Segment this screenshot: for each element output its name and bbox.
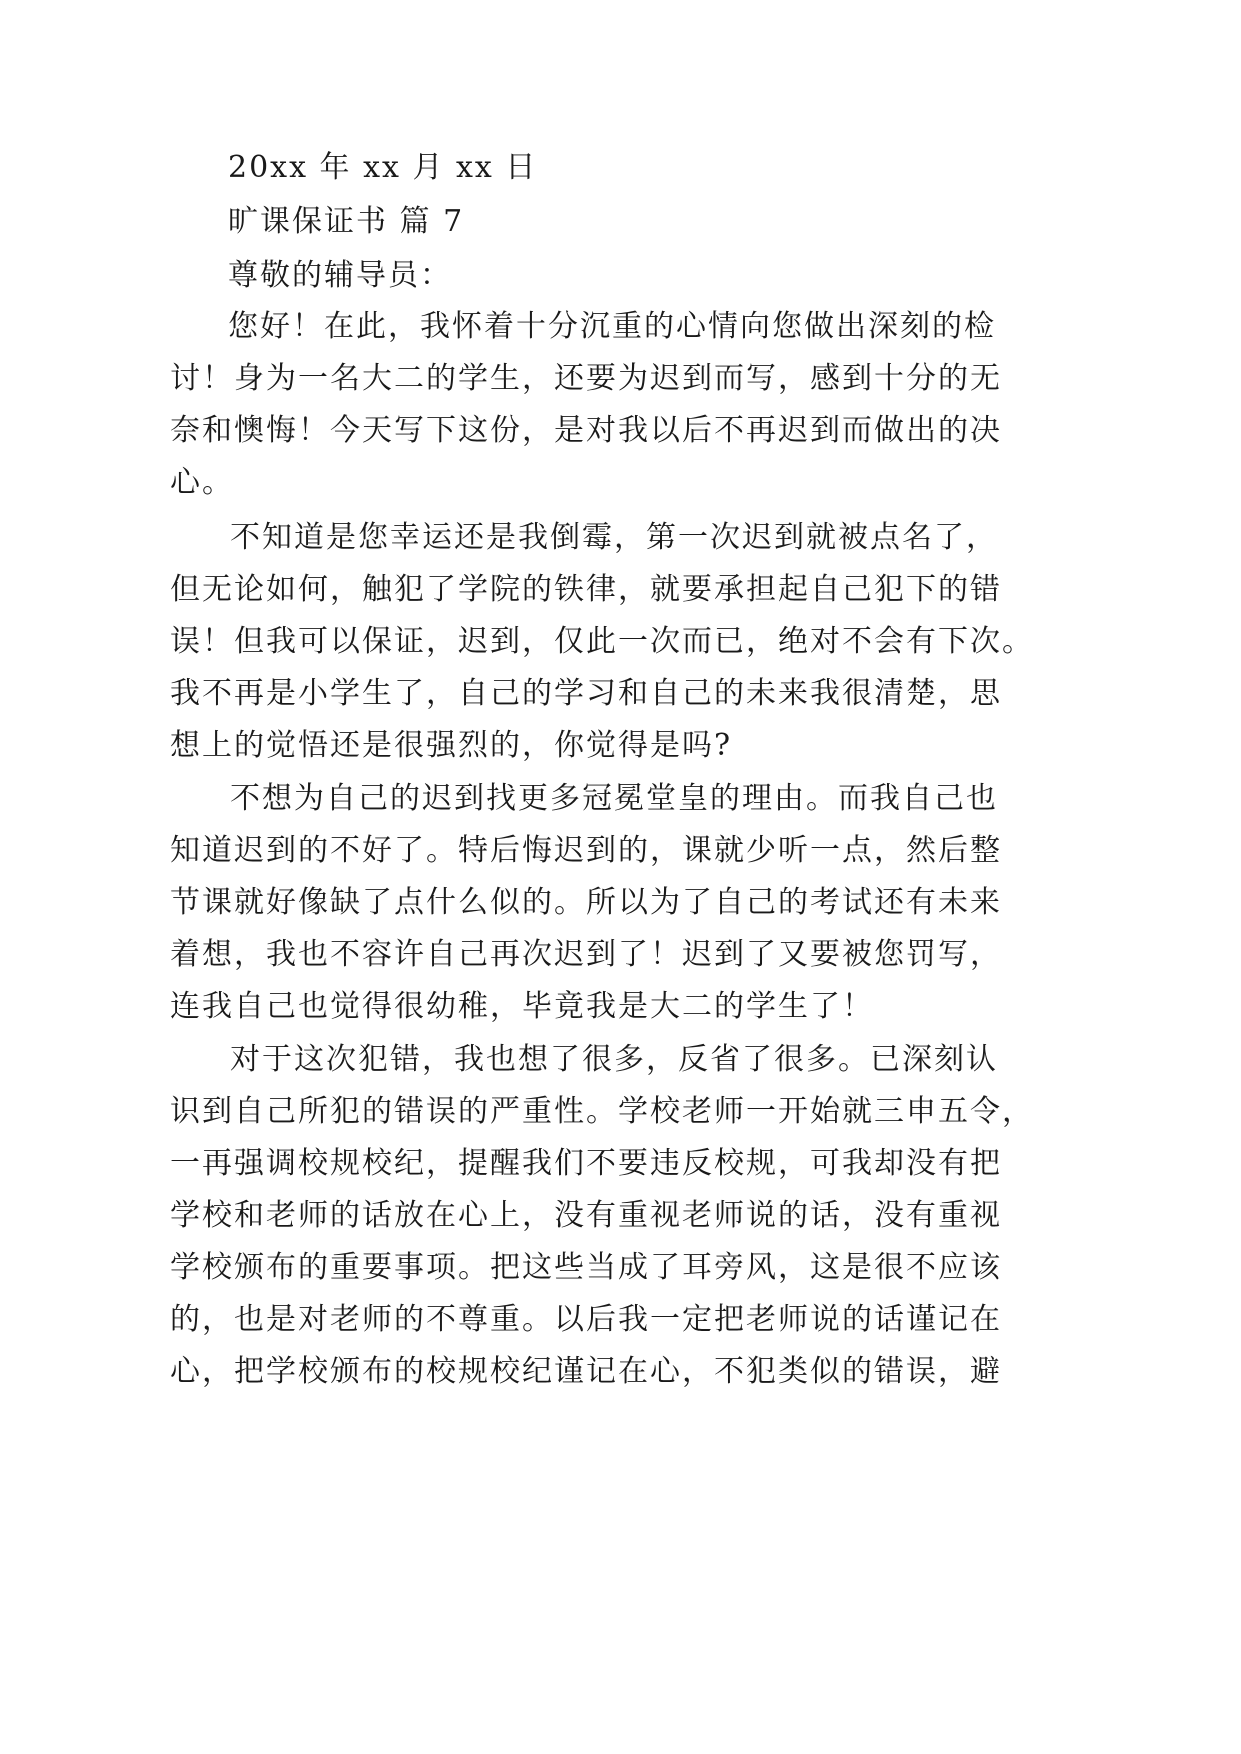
paragraph-1-line-4: 心。 bbox=[170, 465, 234, 500]
paragraph-2-line-1: 不知道是您幸运还是我倒霉，第一次迟到就被点名了， bbox=[230, 520, 998, 555]
paragraph-3-line-1: 不想为自己的迟到找更多冠冕堂皇的理由。而我自己也 bbox=[230, 781, 998, 816]
paragraph-3-line-3: 节课就好像缺了点什么似的。所以为了自己的考试还有未来 bbox=[170, 885, 1002, 920]
paragraph-3-line-2: 知道迟到的不好了。特后悔迟到的，课就少听一点，然后整 bbox=[170, 833, 1002, 868]
paragraph-4-line-2: 识到自己所犯的错误的严重性。学校老师一开始就三申五令， bbox=[170, 1094, 1034, 1129]
paragraph-3-line-4: 着想，我也不容许自己再次迟到了！迟到了又要被您罚写， bbox=[170, 937, 1002, 972]
section-title: 旷课保证书 篇 7 bbox=[228, 204, 465, 239]
paragraph-4-line-5: 学校颁布的重要事项。把这些当成了耳旁风，这是很不应该 bbox=[170, 1250, 1002, 1285]
paragraph-2-line-3: 误！但我可以保证，迟到，仅此一次而已，绝对不会有下次。 bbox=[170, 624, 1034, 659]
paragraph-1-line-1: 您好！在此，我怀着十分沉重的心情向您做出深刻的检 bbox=[228, 309, 996, 344]
paragraph-2-line-2: 但无论如何，触犯了学院的铁律，就要承担起自己犯下的错 bbox=[170, 572, 1002, 607]
date-line: 20xx 年 xx 月 xx 日 bbox=[228, 150, 538, 185]
paragraph-4-line-6: 的，也是对老师的不尊重。以后我一定把老师说的话谨记在 bbox=[170, 1302, 1002, 1337]
paragraph-2-line-5: 想上的觉悟还是很强烈的，你觉得是吗? bbox=[170, 728, 733, 763]
paragraph-4-line-1: 对于这次犯错，我也想了很多，反省了很多。已深刻认 bbox=[230, 1042, 998, 1077]
paragraph-1-line-3: 奈和懊悔！今天写下这份，是对我以后不再迟到而做出的决 bbox=[170, 413, 1002, 448]
paragraph-1-line-2: 讨！身为一名大二的学生，还要为迟到而写，感到十分的无 bbox=[170, 361, 1002, 396]
salutation: 尊敬的辅导员： bbox=[228, 258, 452, 293]
paragraph-2-line-4: 我不再是小学生了，自己的学习和自己的未来我很清楚，思 bbox=[170, 676, 1002, 711]
paragraph-4-line-4: 学校和老师的话放在心上，没有重视老师说的话，没有重视 bbox=[170, 1198, 1002, 1233]
paragraph-4-line-3: 一再强调校规校纪，提醒我们不要违反校规，可我却没有把 bbox=[170, 1146, 1002, 1181]
paragraph-3-line-5: 连我自己也觉得很幼稚，毕竟我是大二的学生了！ bbox=[170, 989, 874, 1024]
paragraph-4-line-7: 心，把学校颁布的校规校纪谨记在心，不犯类似的错误，避 bbox=[170, 1354, 1002, 1389]
